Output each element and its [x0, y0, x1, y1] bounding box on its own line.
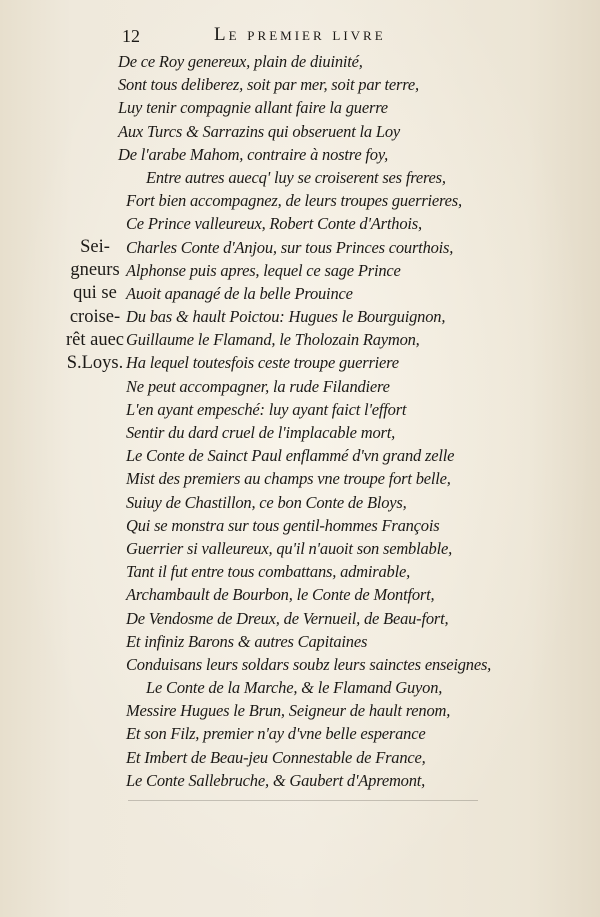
- verse-line: Le Conte Sallebruche, & Gaubert d'Apremont,: [126, 770, 426, 790]
- running-title: Le premier livre: [214, 24, 386, 45]
- verse-line: Aux Turcs & Sarrazins qui obseruent la Loy: [118, 121, 401, 141]
- verse-line: Et infiniz Barons & autres Capitaines: [126, 631, 368, 651]
- verse-line: De ce Roy genereux, plain de diuinité,: [118, 52, 363, 71]
- verse-line: Guillaume le Flamand, le Tholozain Raymon,: [126, 330, 420, 350]
- verse-line: Alphonse puis apres, lequel ce sage Prince: [126, 260, 401, 280]
- verse-line: De l'arabe Mahom, contraire à nostre foy,: [118, 144, 388, 164]
- verse-line: Ha lequel toutesfois ceste troupe guerriere: [126, 353, 399, 373]
- verse-line: De Vendosme de Dreux, de Vernueil, de Beau-fort,: [126, 608, 449, 628]
- verse-line: Fort bien accompagnez, de leurs troupes guerrieres,: [126, 191, 462, 211]
- verse-line: Qui se monstra sur tous gentil-hommes François: [126, 515, 440, 535]
- verse-line: Conduisans leurs soldars soubz leurs sainctes enseignes,: [126, 654, 492, 674]
- verse-line: Charles Conte d'Anjou, sur tous Princes courthois,: [126, 237, 454, 257]
- verse-line: Ce Prince valleureux, Robert Conte d'Arthois,: [126, 214, 422, 234]
- margin-note-line: rêt auec: [65, 329, 125, 350]
- verse-line: Le Conte de Sainct Paul enflammé d'vn grand zelle: [126, 446, 455, 466]
- page-number: 12: [122, 26, 140, 46]
- page-header: [122, 22, 442, 48]
- verse-line: Suiuy de Chastillon, ce bon Conte de Bloys,: [126, 492, 407, 512]
- verse-line: Guerrier si valleureux, qu'il n'auoit son semblable,: [126, 538, 453, 558]
- verse-line: Sentir du dard cruel de l'implacable mort,: [126, 423, 396, 442]
- margin-note-line: croise-: [69, 306, 121, 327]
- margin-note-line: gneurs: [70, 260, 120, 281]
- verse-line: Tant il fut entre tous combattans, admirable,: [126, 562, 411, 582]
- verse-block: [118, 50, 518, 792]
- verse-line: Auoit apanagé de la belle Prouince: [126, 283, 353, 303]
- verse-line: Et son Filz, premier n'ay d'vne belle esperance: [126, 724, 426, 744]
- verse-line: Ne peut accompagner, la rude Filandiere: [126, 376, 390, 396]
- margin-note-line: S.Loys.: [66, 352, 124, 373]
- verse-line: Luy tenir compagnie allant faire la guerre: [118, 98, 388, 118]
- margin-note-line: Sei-: [80, 237, 110, 257]
- verse-line: Archambault de Bourbon, le Conte de Montfort,: [126, 585, 435, 605]
- verse-line: Et Imbert de Beau-jeu Connestable de France,: [126, 747, 426, 767]
- verse-line: Sont tous deliberez, soit par mer, soit par terre,: [118, 75, 419, 95]
- verse-line: Mist des premiers au champs vne troupe fort belle,: [126, 469, 451, 489]
- verse-line: Entre autres auecq' luy se croiserent ses freres,: [146, 167, 446, 187]
- verse-line: L'en ayant empesché: luy ayant faict l'effort: [126, 399, 407, 419]
- verse-line: Du bas & hault Poictou: Hugues le Bourguignon,: [126, 307, 446, 327]
- margin-note-line: qui se: [73, 283, 117, 304]
- verse-line: Le Conte de la Marche, & le Flamand Guyon,: [146, 678, 443, 698]
- verse-line: Messire Hugues le Brun, Seigneur de hault renom,: [126, 701, 451, 721]
- bottom-rule: [128, 800, 478, 801]
